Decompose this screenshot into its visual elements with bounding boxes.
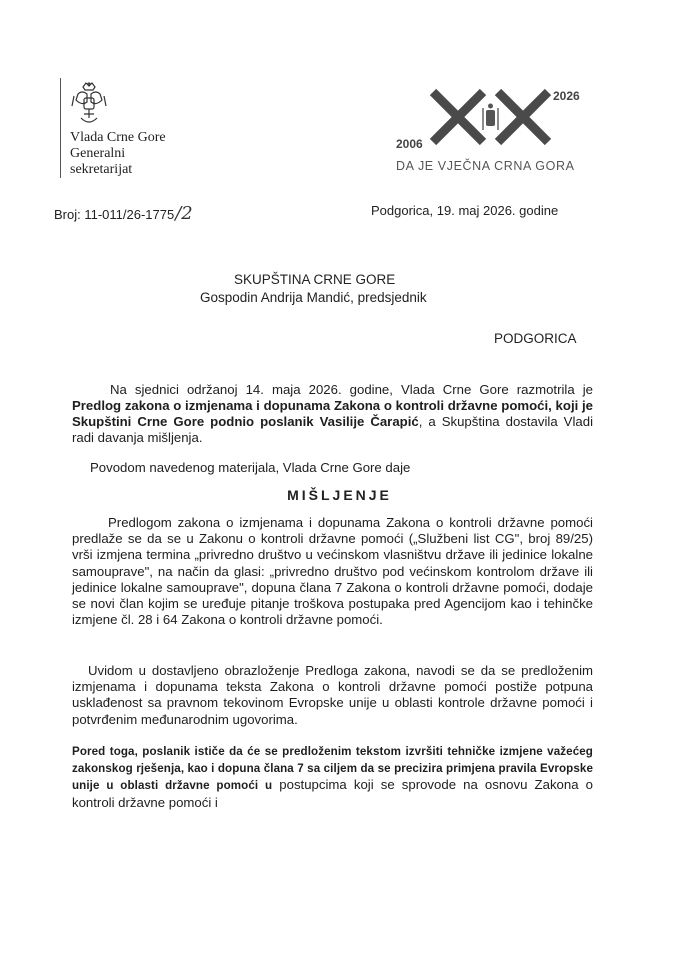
body-paragraph-1 — [72, 515, 593, 628]
intro-paragraph — [72, 382, 593, 446]
coat-of-arms-icon — [68, 80, 110, 128]
body-paragraph-3 — [72, 743, 593, 811]
organization-block — [70, 130, 166, 178]
org-name-line-2: Generalni — [70, 146, 126, 161]
reference-number-handwritten-suffix: /2 — [175, 203, 193, 224]
intro-text-c: , a Skupština dostavila Vladi radi davanja mišljenja. — [72, 414, 593, 445]
intro-bill-title: Predlog zakona o izmjenama i dopunama Zakona o kontroli državne pomoći, koji je Skupštini Crne Gore podnio poslanik Vasilije Čarapić — [72, 398, 593, 429]
intro-paragraph-2 — [72, 460, 593, 476]
logo-year-start: 2006 — [396, 137, 423, 151]
reference-number — [54, 203, 193, 224]
body-text-3: postupcima koji se sprovode na osnovu Zakona o kontroli državne pomoći i — [72, 777, 593, 810]
body-text-2: Uvidom u dostavljeno obrazloženje Predloga zakona, navodi se da se predloženim izmjenama i dopunama teksta Zakona o kontroli državne pomoći postiže potpuna usklađenost sa pravnom tekovinom Evropske unije u oblasti kontrole državne pomoći i potvrđenim međunarodnim ugovorima. — [72, 663, 593, 727]
recipient-name: SKUPŠTINA CRNE GORE — [234, 272, 396, 287]
document-date: Podgorica, 19. maj 2026. godine — [371, 203, 559, 218]
body-paragraph-2 — [72, 663, 593, 728]
recipient-city: PODGORICA — [494, 331, 577, 346]
intro-text-a: Na sjednici održanoj 14. maja 2026. godine, Vlada Crne Gore razmotrila je — [110, 382, 593, 397]
anniversary-logo — [388, 80, 598, 180]
recipient-person: Gospodin Andrija Mandić, predsjednik — [200, 290, 427, 305]
intro-text-2: Povodom navedenog materijala, Vlada Crne Gore daje — [90, 460, 411, 475]
header-divider-line — [60, 78, 61, 178]
org-name-line-3: sekretarijat — [70, 162, 133, 177]
logo-year-end: 2026 — [553, 89, 580, 103]
org-name-line-1: Vlada Crne Gore — [70, 130, 166, 145]
reference-number-text: Broj: 11-011/26-1775 — [54, 207, 175, 222]
body-text-1: Predlogom zakona o izmjenama i dopunama Zakona o kontroli državne pomoći predlaže se da se u Zakonu o kontroli državne pomoći („Službeni list CG", broj 89/25) vrši izmjena termina „privredno društvo u većinskom vlasništvu države ili jedinice lokalne samouprave", na način da glasi: „privredno društvo pod većinskom kontrolom države ili jedinice lokalne samouprave", dopuna člana 7 Zakona o kontroli državne pomoći, dodaje se novi član kojim se uređuje pitanje troškova postupaka pred Agencijom kao i tehinčke izmjene čl. 28 i 64 Zakona o kontroli državne pomoći. — [72, 515, 593, 628]
logo-slogan: DA JE VJEČNA CRNA GORA — [396, 159, 575, 173]
body-text-3-bold: Pored toga, poslanik ističe da će se predloženim tekstom izvršiti tehničke izmjene važećeg zakonskog rješenja, kao i dopuna člana 7 sa ciljem da se precizira primjena pravila Evropske unije u oblasti državne pomoći u — [72, 745, 593, 793]
opinion-heading: MIŠLJENJE — [287, 487, 392, 503]
